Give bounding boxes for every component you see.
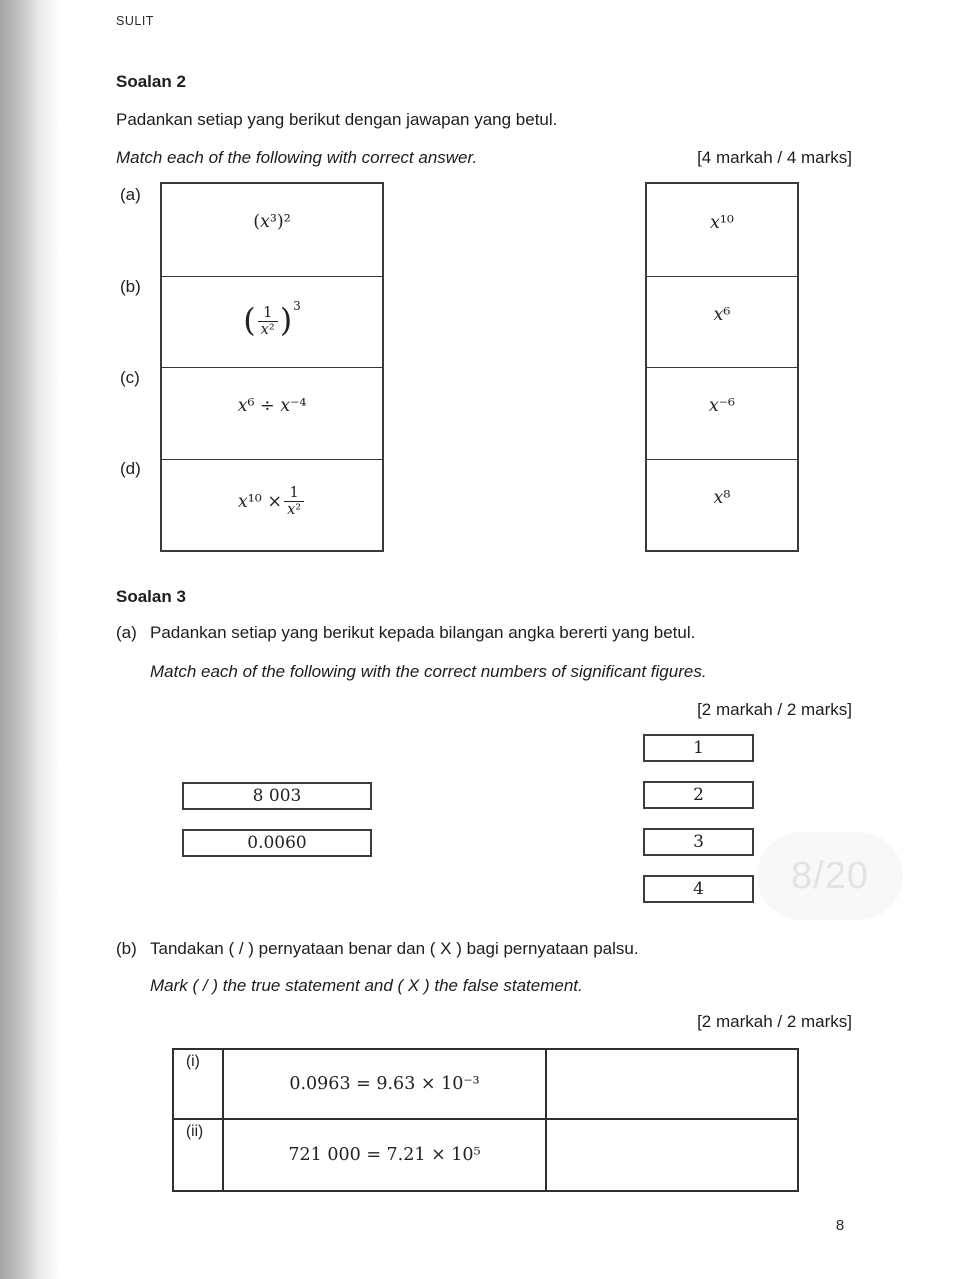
question3a-value-box-2: 0.0060 bbox=[182, 829, 372, 857]
question2-expression-d bbox=[162, 459, 382, 551]
question2-item-b-label: (b) bbox=[120, 277, 141, 296]
page-indicator-text: 8/20 bbox=[791, 854, 869, 897]
question2-answer-2 bbox=[647, 276, 797, 368]
math-expression: ( 1 x² ) 3 bbox=[243, 298, 301, 340]
math-expression: x⁶ bbox=[713, 304, 731, 325]
question2-answer-3 bbox=[647, 367, 797, 459]
question2-expression-b bbox=[162, 276, 382, 368]
statement-row-ii-label: (ii) bbox=[174, 1120, 224, 1190]
question3a-sigfig-box-1: 1 bbox=[643, 734, 754, 762]
confidential-label: SULIT bbox=[116, 14, 154, 28]
question2-expression-table bbox=[160, 182, 384, 552]
question2-title: Soalan 2 bbox=[116, 72, 186, 91]
question3a-value-box-1: 8 003 bbox=[182, 782, 372, 810]
question2-instruction-english: Match each of the following with correct answer. bbox=[116, 148, 478, 167]
question3b-instruction-english: Mark ( / ) the true statement and ( X ) the false statement. bbox=[150, 976, 583, 995]
question3b-marks: [2 markah / 2 marks] bbox=[697, 1012, 852, 1031]
question3b-instruction-malay: Tandakan ( / ) pernyataan benar dan ( X ) bagi pernyataan palsu. bbox=[150, 939, 639, 958]
statement-row-i-answer-cell bbox=[547, 1050, 797, 1120]
question3a-sigfig-box-4: 4 bbox=[643, 875, 754, 903]
question2-item-c-label: (c) bbox=[120, 368, 140, 387]
question3a-marks: [2 markah / 2 marks] bbox=[697, 700, 852, 719]
math-expression: x¹⁰ × $\frac{1}{\text{x²}}$ bbox=[238, 485, 306, 519]
page-number: 8 bbox=[835, 1217, 845, 1234]
question2-item-d-label: (d) bbox=[120, 459, 141, 478]
question2-answer-4 bbox=[647, 459, 797, 551]
question3a-instruction-malay: Padankan setiap yang berikut kepada bilangan angka bererti yang betul. bbox=[150, 623, 696, 642]
page-edge-shadow bbox=[0, 0, 60, 1279]
question2-answer-1 bbox=[647, 184, 797, 276]
math-expression: (x³)² bbox=[253, 211, 291, 232]
math-expression: x¹⁰ bbox=[710, 212, 734, 233]
statement-row-ii-text: 721 000 = 7.21 × 10⁵ bbox=[224, 1120, 547, 1190]
math-expression: x⁸ bbox=[713, 487, 731, 508]
question3a-sigfig-box-2: 2 bbox=[643, 781, 754, 809]
question2-answer-table bbox=[645, 182, 799, 552]
statement-row-ii-answer-cell bbox=[547, 1120, 797, 1190]
statement-row-i-label: (i) bbox=[174, 1050, 224, 1120]
question3b-label: (b) bbox=[116, 939, 137, 958]
math-expression: x⁻⁶ bbox=[708, 396, 736, 417]
question2-expression-a bbox=[162, 184, 382, 276]
statement-row-i-text: 0.0963 = 9.63 × 10⁻³ bbox=[224, 1050, 547, 1120]
question3b-statement-table bbox=[172, 1048, 799, 1192]
question2-item-a-label: (a) bbox=[120, 185, 141, 204]
question3a-sigfig-box-3: 3 bbox=[643, 828, 754, 856]
question2-expression-c bbox=[162, 367, 382, 459]
question3a-instruction-english: Match each of the following with the correct numbers of significant figures. bbox=[150, 662, 707, 681]
question3-title: Soalan 3 bbox=[116, 587, 186, 606]
question2-instruction-malay: Padankan setiap yang berikut dengan jawapan yang betul. bbox=[116, 110, 558, 129]
math-expression: x⁶ ÷ x⁻⁴ bbox=[237, 396, 307, 417]
page-indicator-overlay bbox=[757, 832, 903, 920]
question2-marks: [4 markah / 4 marks] bbox=[697, 148, 852, 167]
question3a-label: (a) bbox=[116, 623, 137, 642]
